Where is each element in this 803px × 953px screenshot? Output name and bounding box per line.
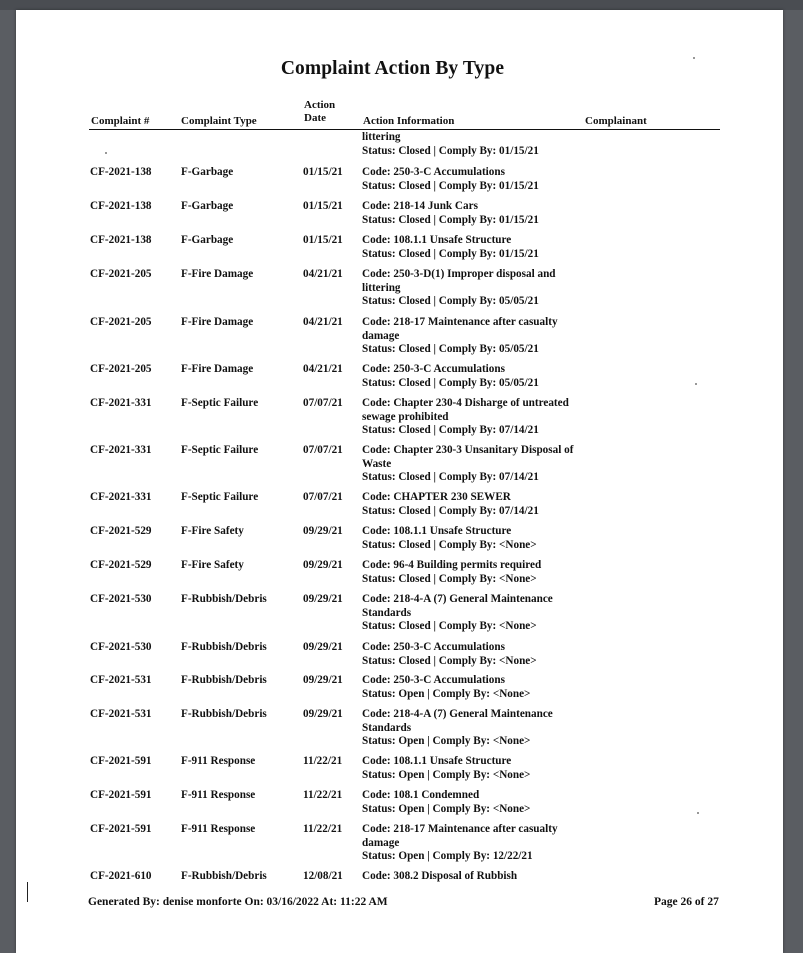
page-number: Page 26 of 27: [654, 896, 719, 908]
complaint-number: CF-2021-331: [90, 397, 152, 409]
complaint-type: F-Rubbish/Debris: [181, 674, 267, 686]
complaint-number: CF-2021-331: [90, 444, 152, 456]
action-info-line: Code: Chapter 230-4 Disharge of untreated: [362, 397, 569, 409]
action-information: [362, 641, 592, 668]
action-information: [362, 166, 592, 193]
action-info-line: Code: 108.1 Condemned: [362, 789, 480, 801]
complaint-number: CF-2021-529: [90, 559, 152, 571]
action-info-line: Code: 96-4 Building permits required: [362, 559, 542, 571]
complaint-type: F-Garbage: [181, 234, 234, 246]
complaint-number: CF-2021-531: [90, 674, 152, 686]
scan-speck: [697, 812, 699, 814]
action-information: [362, 525, 592, 552]
action-date: 01/15/21: [303, 234, 343, 246]
action-date: 04/21/21: [303, 363, 343, 375]
header-divider: [89, 129, 720, 130]
viewer-top-bar: [0, 0, 803, 10]
continued-action-info: [362, 131, 592, 158]
complaint-type: F-Fire Safety: [181, 559, 244, 571]
complaint-number: CF-2021-138: [90, 166, 152, 178]
generated-by-footer: Generated By: denise monforte On: 03/16/2022 At: 11:22 AM: [88, 896, 388, 908]
action-date: 09/29/21: [303, 559, 343, 571]
action-info-line: Status: Closed | Comply By: <None>: [362, 538, 537, 551]
action-information: [362, 397, 592, 438]
action-date: 11/22/21: [303, 755, 343, 767]
action-info-line: Code: 218-4-A (7) General Maintenance: [362, 708, 553, 720]
action-information: [362, 444, 592, 485]
action-info-line: Status: Closed | Comply By: 05/05/21: [362, 376, 539, 389]
action-info-line: Code: 108.1.1 Unsafe Structure: [362, 755, 512, 767]
action-info-line: damage: [362, 836, 400, 849]
action-date: 04/21/21: [303, 316, 343, 328]
action-information: [362, 755, 592, 782]
action-info-line: Code: CHAPTER 230 SEWER: [362, 491, 511, 503]
complaint-type: F-Rubbish/Debris: [181, 870, 267, 882]
complaint-number: CF-2021-205: [90, 268, 152, 280]
header-complainant: Complainant: [585, 115, 647, 127]
complaint-type: F-Fire Damage: [181, 363, 254, 375]
action-date: 07/07/21: [303, 491, 343, 503]
action-info-line: damage: [362, 329, 400, 342]
complaint-number: CF-2021-591: [90, 789, 152, 801]
action-info-line: Code: 108.1.1 Unsafe Structure: [362, 525, 512, 537]
action-info-line: Code: 250-3-C Accumulations: [362, 363, 505, 375]
continued-line: Status: Closed | Comply By: 01/15/21: [362, 144, 539, 157]
action-date: 09/29/21: [303, 525, 343, 537]
action-information: [362, 593, 592, 634]
action-info-line: Status: Closed | Comply By: <None>: [362, 572, 537, 585]
complaint-number: CF-2021-530: [90, 593, 152, 605]
action-info-line: Status: Closed | Comply By: 07/14/21: [362, 504, 539, 517]
action-info-line: Code: 250-3-C Accumulations: [362, 166, 505, 178]
complaint-type: F-Septic Failure: [181, 491, 259, 503]
complaint-number: CF-2021-531: [90, 708, 152, 720]
action-info-line: Code: 218-17 Maintenance after casualty: [362, 316, 558, 328]
complaint-number: CF-2021-610: [90, 870, 152, 882]
action-information: [362, 491, 592, 518]
action-info-line: Status: Open | Comply By: <None>: [362, 802, 531, 815]
complaint-type: F-911 Response: [181, 823, 256, 835]
action-info-line: Code: 250-3-C Accumulations: [362, 674, 505, 686]
action-date: 07/07/21: [303, 444, 343, 456]
action-date: 09/29/21: [303, 593, 343, 605]
action-info-line: Status: Closed | Comply By: 01/15/21: [362, 213, 539, 226]
header-complaint-no: Complaint #: [91, 115, 150, 127]
action-info-line: Status: Closed | Comply By: 07/14/21: [362, 471, 539, 484]
action-date: 07/07/21: [303, 397, 343, 409]
complaint-type: F-Fire Damage: [181, 268, 254, 280]
action-information: [362, 316, 592, 357]
complaint-number: CF-2021-331: [90, 491, 152, 503]
action-info-line: Status: Closed | Comply By: 01/15/21: [362, 179, 539, 192]
complaint-number: CF-2021-591: [90, 823, 152, 835]
action-info-line: Code: 250-3-C Accumulations: [362, 641, 505, 653]
action-info-line: Code: 308.2 Disposal of Rubbish: [362, 870, 518, 882]
action-info-line: sewage prohibited: [362, 410, 449, 423]
complaint-number: CF-2021-591: [90, 755, 152, 767]
action-info-line: Status: Open | Comply By: <None>: [362, 768, 531, 781]
header-action-date-line1: Action: [304, 99, 336, 111]
action-information: [362, 870, 592, 884]
complaint-type: F-Rubbish/Debris: [181, 641, 267, 653]
action-info-line: Standards: [362, 721, 412, 734]
scan-speck: [695, 383, 697, 385]
action-information: [362, 268, 592, 309]
action-date: 09/29/21: [303, 641, 343, 653]
action-date: 09/29/21: [303, 674, 343, 686]
action-information: [362, 363, 592, 390]
action-info-line: Status: Closed | Comply By: 01/15/21: [362, 247, 539, 260]
action-date: 11/22/21: [303, 823, 343, 835]
action-date: 12/08/21: [303, 870, 343, 882]
action-info-line: Code: 108.1.1 Unsafe Structure: [362, 234, 512, 246]
action-date: 01/15/21: [303, 166, 343, 178]
action-information: [362, 200, 592, 227]
action-info-line: Status: Open | Comply By: <None>: [362, 687, 531, 700]
text-cursor: [27, 882, 28, 902]
page-title: Complaint Action By Type: [280, 58, 505, 79]
action-info-line: Status: Closed | Comply By: 07/14/21: [362, 424, 539, 437]
complaint-type: F-Garbage: [181, 200, 234, 212]
complaint-type: F-Rubbish/Debris: [181, 708, 267, 720]
action-info-line: Standards: [362, 606, 412, 619]
action-date: 11/22/21: [303, 789, 343, 801]
action-info-line: Status: Closed | Comply By: <None>: [362, 654, 537, 667]
action-info-line: Code: 250-3-D(1) Improper disposal and: [362, 268, 556, 280]
header-complaint-type: Complaint Type: [181, 115, 257, 127]
complaint-number: CF-2021-138: [90, 234, 152, 246]
action-info-line: Code: 218-17 Maintenance after casualty: [362, 823, 558, 835]
action-date: 09/29/21: [303, 708, 343, 720]
complaint-type: F-Garbage: [181, 166, 234, 178]
action-info-line: Status: Open | Comply By: <None>: [362, 735, 531, 748]
action-info-line: Status: Open | Comply By: 12/22/21: [362, 850, 533, 863]
action-information: [362, 708, 592, 749]
action-information: [362, 789, 592, 816]
complaint-type: F-Septic Failure: [181, 397, 259, 409]
action-date: 01/15/21: [303, 200, 343, 212]
complaint-number: CF-2021-205: [90, 316, 152, 328]
continued-line: littering: [362, 131, 401, 143]
action-info-line: Waste: [362, 457, 392, 470]
complaint-type: F-Fire Damage: [181, 316, 254, 328]
action-info-line: littering: [362, 281, 401, 294]
action-info-line: Code: Chapter 230-3 Unsanitary Disposal of: [362, 444, 574, 456]
action-information: [362, 559, 592, 586]
complaint-type: F-911 Response: [181, 789, 256, 801]
complaint-type: F-Septic Failure: [181, 444, 259, 456]
complaint-number: CF-2021-530: [90, 641, 152, 653]
action-information: [362, 823, 592, 864]
action-information: [362, 674, 592, 701]
action-info-line: Status: Closed | Comply By: 05/05/21: [362, 295, 539, 308]
action-date: 04/21/21: [303, 268, 343, 280]
action-info-line: Status: Closed | Comply By: <None>: [362, 620, 537, 633]
header-action-info: Action Information: [363, 115, 455, 127]
complaint-number: CF-2021-205: [90, 363, 152, 375]
action-information: [362, 234, 592, 261]
complaint-number: CF-2021-529: [90, 525, 152, 537]
scan-speck: [693, 57, 695, 59]
scan-speck: [105, 152, 107, 154]
complaint-type: F-Rubbish/Debris: [181, 593, 267, 605]
action-info-line: Code: 218-14 Junk Cars: [362, 200, 478, 212]
action-info-line: Status: Closed | Comply By: 05/05/21: [362, 343, 539, 356]
complaint-number: CF-2021-138: [90, 200, 152, 212]
complaint-type: F-911 Response: [181, 755, 256, 767]
action-info-line: Code: 218-4-A (7) General Maintenance: [362, 593, 553, 605]
header-action-date-line2: Date: [304, 112, 326, 124]
complaint-type: F-Fire Safety: [181, 525, 244, 537]
